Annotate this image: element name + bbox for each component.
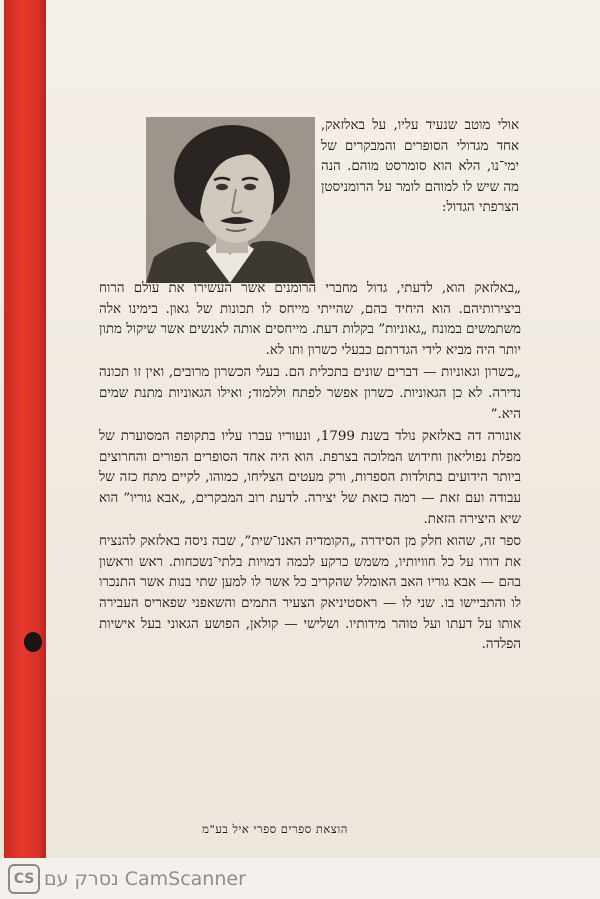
portrait-illustration <box>146 117 315 283</box>
scanner-footer <box>0 858 600 899</box>
spine-hole <box>24 632 42 652</box>
intro-paragraph: אולי מוטב שנעיד עליו, על באלזאק, אחד מגדולי הסופרים והמבקרים של ימי־נו, הלא הוא סומרסט מוהם. הנה מה שיש לו למוהם לומר על הרומניסטן הצרפתי הגדול: <box>321 118 519 216</box>
camscanner-label: נסרק עם CamScanner <box>44 868 246 890</box>
camscanner-logo-icon: CS <box>8 864 40 894</box>
intro-text <box>321 116 519 219</box>
paragraph-biography: אונורה דה באלזאק נולד בשנת 1799, ונעוריו עברו עליו בתקופה המסוערת של מפלת נפוליאון וחידוש המלוכה בצרפת. הוא היה אחד הסופרים הפורים והחרוצים ביותר הידועים בתולדות הספרות, ורק מעטים הצליחו, כמוהו, לקיים מתח כזה של עבודה ועם זאת — רמה כזאת של יצירה. לדעת רוב המבקרים, „אבא גוריו” הוא שיא היצירה הזאת. <box>99 429 522 527</box>
paragraph-quote-genius: „באלזאק הוא, לדעתי, גדול מחברי הרומנים אשר העשירו את עולם הרוח ביצירותיהם. הוא היחיד בהם, שהייתי מייחס לו תכונות של גאון. בימינו אלה משתמשים במונח „גאוניות” בקלות דעת. מייחסים אותה לאנשים אשר שיקול מתון יותר היה מביא לידי הגדרתם כבעלי כשרון ותו לא. <box>99 281 521 358</box>
main-text <box>99 279 521 656</box>
author-portrait <box>146 117 315 283</box>
paragraph-talent-genius: „כשרון וגאוניות — דברים שונים בתכלית הם. בעלי הכשרון מרובים, ואין זו תכונה נדירה. לא כן הגאוניות. כשרון אפשר לפתח וללמוד; ואילו הגאוניות מתנת שמים היא.” <box>99 365 521 422</box>
publisher-line: הוצאת ספרים ספרי איל בע"מ <box>202 822 348 836</box>
red-spine <box>4 0 46 858</box>
paragraph-book-summary: ספר זה, שהוא חלק מן הסידרה „הקומדיה האנו־שית”, שבה ניסה באלזאק להנציח את דורו על כל חוויותיו, משמש כרקע לכמה דמויות בלתי־נשכחות. ראש וראשון בהם — אבא גוריו האב האומלל שהקריב כל אשר לו למען שתי בנות אשר התנכרו לו והתביישו בו. שני לו — ראסטיניאק הצעיר התמים והשאפני שפאריס העבירה אותו על דעתו ועל טוהר מידותיו. ושלישי — קולאן, הפושע הגאוני בעל אישיות הפלדה. <box>99 534 521 653</box>
